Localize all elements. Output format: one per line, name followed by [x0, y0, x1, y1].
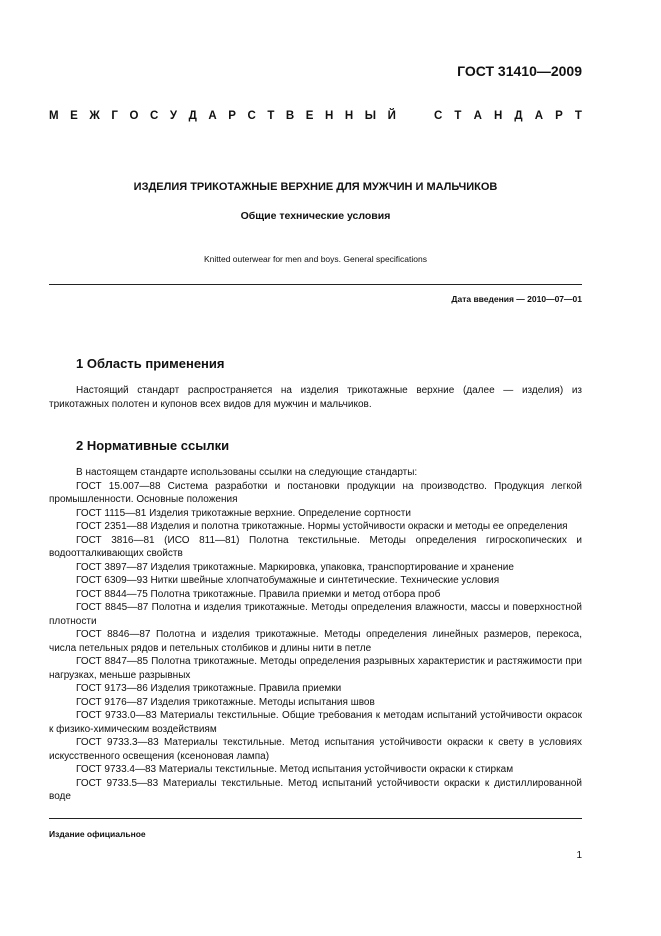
banner-letter: В: [285, 110, 295, 122]
banner-letter: А: [208, 110, 217, 122]
banner-letter: А: [473, 110, 482, 122]
banner-letter: Й: [387, 110, 396, 122]
banner-letter: Е: [70, 110, 78, 122]
reference-item: ГОСТ 9733.5—83 Материалы текстильные. Метод испытаний устойчивости окраски к дистиллированной воде: [49, 777, 582, 802]
reference-item: ГОСТ 3897—87 Изделия трикотажные. Маркировка, упаковка, транспортирование и хранение: [76, 561, 514, 573]
banner-letter: Т: [267, 110, 275, 122]
section-2-heading: 2 Нормативные ссылки: [76, 438, 230, 453]
english-title: Knitted outerwear for men and boys. General specifications: [203, 254, 427, 264]
reference-item: ГОСТ 8844—75 Полотна трикотажные. Правила приемки и метод отбора проб: [76, 588, 441, 600]
document-subtitle: Общие технические условия: [240, 210, 391, 222]
section-1-heading: 1 Область применения: [76, 356, 225, 371]
banner-letter: С: [247, 110, 256, 122]
references-lead: В настоящем стандарте использованы ссылки на следующие стандарты:: [76, 467, 418, 478]
standard-word: [434, 110, 582, 122]
reference-item: ГОСТ 6309—93 Нитки швейные хлопчатобумажные и синтетические. Технические условия: [76, 575, 500, 586]
banner-letter: Г: [111, 110, 118, 122]
reference-item: ГОСТ 15.007—88 Система разработки и постановки продукции на производство. Продукция легкой промышленности. Основные положения: [49, 480, 582, 505]
references-list: [49, 466, 582, 804]
banner-letter: М: [49, 110, 59, 122]
banner-letter: Н: [344, 110, 354, 122]
reference-item: ГОСТ 9173—86 Изделия трикотажные. Правила приемки: [76, 683, 342, 694]
reference-item: ГОСТ 8846—87 Полотна и изделия трикотажные. Методы определения линейных размеров, перекоса, числа петельных рядов и петельных столбиков и длины нити в петле: [49, 629, 582, 654]
footer-divider: [49, 818, 582, 819]
reference-item: ГОСТ 8845—87 Полотна и изделия трикотажные. Методы определения влажности, массы и поверхностной плотности: [49, 602, 582, 627]
reference-item: ГОСТ 1115—81 Изделия трикотажные верхние. Определение сортности: [76, 507, 411, 519]
reference-item: ГОСТ 9733.4—83 Материалы текстильные. Метод испытания устойчивости окраски к стиркам: [76, 764, 514, 775]
banner-letter: Е: [305, 110, 314, 122]
banner-letter: С: [434, 110, 443, 122]
banner-letter: Р: [228, 110, 236, 122]
reference-item: ГОСТ 9733.0—83 Материалы текстильные. Общие требования к методам испытаний устойчивости окрасок к физико-химическим воздействиям: [49, 710, 582, 735]
reference-item: ГОСТ 9733.3—83 Материалы текстильные. Метод испытания устойчивости окраски к свету в условиях искусственного освещения (ксеноновая лампа): [49, 737, 582, 762]
interstate-word: [49, 110, 396, 122]
introduction-date: Дата введения — 2010—07—01: [451, 294, 582, 304]
reference-item: ГОСТ 2351—88 Изделия и полотна трикотажные. Нормы устойчивости окраски и методы ее определения: [76, 521, 568, 532]
section-1-text: Настоящий стандарт распространяется на изделия трикотажные верхние (далее — изделия) из трикотажных полотен и купонов всех видов для мужчин и мальчиков.: [49, 385, 582, 410]
banner-letter: Ы: [364, 110, 377, 122]
banner-letter: А: [534, 110, 544, 122]
reference-item: ГОСТ 9176—87 Изделия трикотажные. Методы испытания швов: [76, 696, 375, 708]
banner-letter: Д: [188, 110, 197, 122]
document-title: ИЗДЕЛИЯ ТРИКОТАЖНЫЕ ВЕРХНИЕ ДЛЯ МУЖЧИН И МАЛЬЧИКОВ: [133, 181, 498, 193]
banner-letter: Д: [514, 110, 523, 122]
header-divider: [49, 284, 582, 285]
banner-letter: О: [129, 110, 139, 122]
banner-letter: Р: [555, 110, 563, 122]
banner-letter: Т: [574, 110, 582, 122]
banner-letter: Т: [454, 110, 462, 122]
reference-item: ГОСТ 3816—81 (ИСО 811—81) Полотна текстильные. Методы определения гигроскопических и водоотталкивающих свойств: [49, 534, 582, 559]
interstate-standard-banner: [49, 110, 582, 122]
banner-letter: С: [149, 110, 159, 122]
edition-label: Издание официальное: [49, 829, 146, 839]
banner-letter: Н: [493, 110, 503, 122]
banner-letter: Ж: [89, 110, 100, 122]
reference-item: ГОСТ 8847—85 Полотна трикотажные. Методы определения разрывных характеристик и растяжимости при нагрузках, меньше разрывных: [49, 656, 582, 681]
banner-letter: У: [169, 110, 177, 122]
document-code: ГОСТ 31410—2009: [457, 63, 582, 79]
banner-letter: Н: [325, 110, 334, 122]
page-number: 1: [576, 850, 582, 861]
